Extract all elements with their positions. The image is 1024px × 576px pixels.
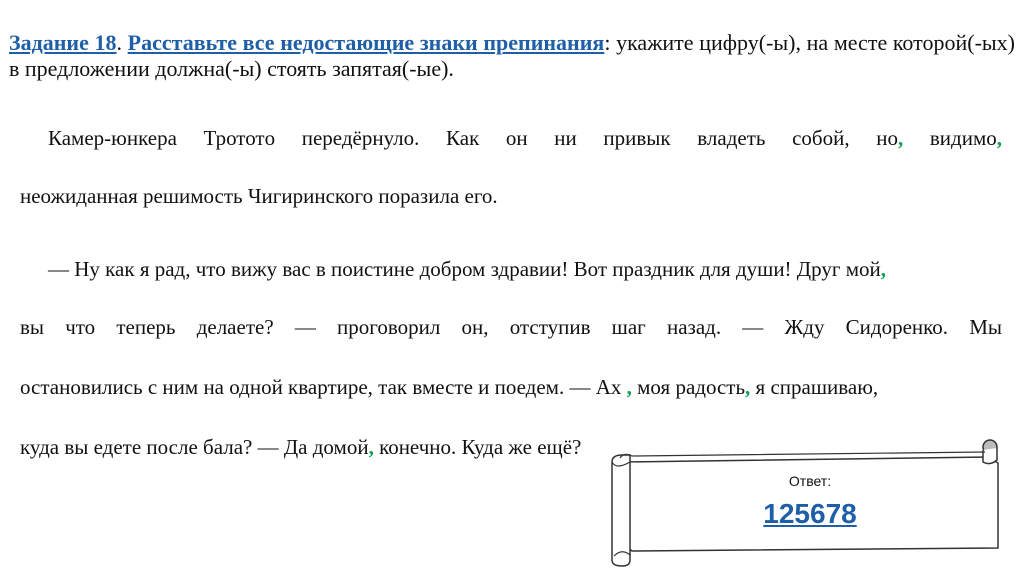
task-number: Задание 18 — [9, 30, 117, 55]
task-instruction: : укажите цифру(-ы), на месте которой(-ых) в предложении должна(-ы) стоять запятая(-ые). — [9, 30, 1015, 81]
answer-label: Ответ: — [788, 473, 832, 489]
task-separator: . — [116, 30, 128, 55]
inserted-comma: , — [996, 126, 1002, 150]
inserted-comma: , — [880, 257, 886, 281]
inserted-comma: , — [897, 126, 930, 150]
inserted-comma: , — [626, 375, 632, 399]
text-line-1: Камер-юнкера Трототo передёрнуло. Как он ни привык владеть собой, но, видимо, — [48, 126, 1002, 150]
task-title: Расставьте все недостающие знаки препинания — [127, 30, 605, 55]
text-line-3: — Ну как я рад, что вижу вас в поистине добром здравии! Вот праздник для души! Друг мой, — [48, 257, 886, 281]
text-line-5: остановились с ним на одной квартире, так вместе и поедем. — Ах , моя радость, я спрашиваю, — [20, 375, 879, 399]
text-line-6: куда вы едете после бала? — Да домой, конечно. Куда же ещё? — [20, 435, 582, 459]
inserted-comma: , — [368, 435, 374, 459]
text-line-4: вы что теперь делаете? — проговорил он, отступив шаг назад. — Жду Сидоренко. Мы — [20, 315, 1002, 339]
inserted-comma: , — [745, 375, 751, 399]
text-line-2: неожиданная решимость Чигиринского поразила его. — [20, 184, 498, 208]
answer-value: 125678 — [763, 498, 857, 529]
